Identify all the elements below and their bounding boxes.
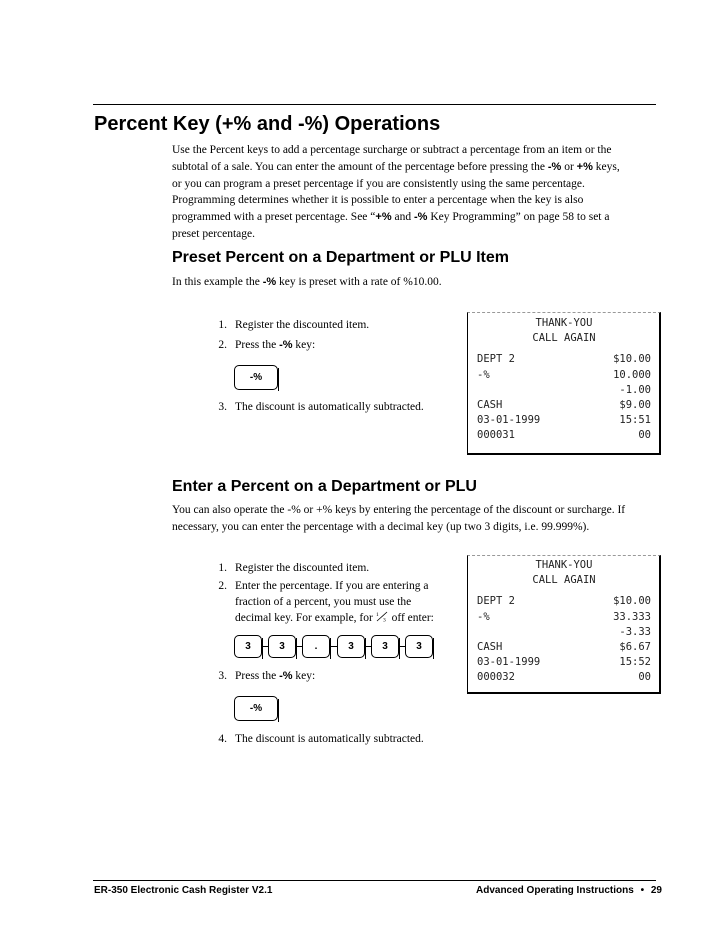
top-rule	[93, 104, 656, 105]
section2-description	[172, 502, 662, 536]
receipt-row	[477, 610, 659, 625]
footer-rule	[93, 880, 656, 881]
digit-3-key: 3	[234, 635, 262, 658]
step-2	[211, 578, 471, 628]
svg-text:1: 1	[375, 612, 379, 618]
receipt-label: CASH	[477, 640, 503, 653]
step-number: 3.	[218, 401, 227, 413]
digit-3-key: 3	[371, 635, 399, 658]
receipt-value: 15:52	[619, 656, 651, 669]
section1-description	[172, 274, 662, 291]
key-ref-plus: +%	[375, 211, 392, 224]
step-text	[235, 578, 445, 626]
intro-text: Key Programming” on page 58 to set a	[427, 211, 610, 224]
receipt-row	[477, 383, 659, 398]
digit-3-key: 3	[405, 635, 433, 658]
receipt-label: DEPT 2	[477, 595, 515, 608]
digit-3-key: 3	[268, 635, 296, 658]
receipt-header: CALL AGAIN	[532, 574, 596, 587]
step-number: 3.	[218, 670, 227, 682]
receipt-row	[477, 670, 659, 685]
receipt-label: 000032	[477, 671, 515, 684]
page-title: Percent Key (+% and -%) Operations	[94, 113, 441, 135]
step-text: Register the discounted item.	[235, 319, 370, 331]
receipt-row	[477, 428, 659, 443]
key-ref-minus: -%	[279, 339, 293, 351]
intro-paragraph	[172, 142, 662, 243]
step-number: 2.	[218, 339, 227, 351]
one-third-fraction-icon	[376, 611, 389, 622]
step-text-part: off enter:	[388, 612, 434, 624]
receipt-label: 000031	[477, 429, 515, 442]
intro-text: and	[391, 211, 414, 224]
receipt-label: -%	[477, 368, 490, 381]
receipt-label: -%	[477, 610, 490, 623]
receipt-label: 03-01-1999	[477, 414, 541, 427]
decimal-key: .	[302, 635, 330, 658]
step-text-part: Press the	[235, 339, 280, 351]
step-text-part: Press the	[235, 670, 280, 682]
svg-text:3: 3	[382, 617, 386, 622]
key-ref-minus: -%	[262, 276, 277, 288]
receipt-row	[477, 655, 659, 670]
step-text: The discount is automatically subtracted.	[235, 401, 424, 413]
receipt-label: 03-01-1999	[477, 656, 541, 669]
footer-right	[476, 885, 662, 896]
step-number: 4.	[218, 733, 227, 745]
intro-line	[172, 209, 662, 226]
step-text-part: key:	[292, 339, 316, 351]
intro-text: or	[561, 160, 577, 173]
step-text-line	[235, 610, 445, 626]
page-number: 29	[650, 885, 662, 896]
receipt-value: -1.00	[619, 383, 651, 396]
receipt-row	[477, 352, 659, 367]
intro-text: keys,	[592, 160, 620, 173]
receipt-value: 00	[638, 671, 651, 684]
receipt-label: CASH	[477, 398, 503, 411]
description-line: You can also operate the -% or +% keys by entering the percentage of the discount or surcharge. If	[172, 504, 626, 516]
receipt-value: 15:51	[619, 414, 651, 427]
step-number: 1.	[218, 319, 227, 331]
footer-bullet: •	[640, 885, 645, 896]
receipt-value: $9.00	[619, 398, 651, 411]
receipt-header: THANK-YOU	[535, 559, 593, 571]
receipt-value: $10.00	[613, 353, 651, 366]
key-ref-minus: -%	[279, 670, 293, 682]
footer-section-title: Advanced Operating Instructions	[475, 885, 634, 896]
step-text-part: key:	[292, 670, 316, 682]
receipt-value: 33.333	[613, 610, 651, 623]
step-text: The discount is automatically subtracted.	[235, 733, 424, 745]
key-ref-minus: -%	[413, 211, 428, 224]
step-3	[211, 668, 471, 684]
step-text-line: Enter the percentage. If you are entering a	[235, 580, 429, 592]
step-number: 1.	[218, 562, 227, 574]
key-ref-plus: +%	[576, 160, 593, 173]
receipt-1	[467, 312, 661, 455]
step-3	[211, 399, 471, 415]
description-line: necessary, you can enter the percentage with a decimal key (up two 3 digits, i.e. 99.999%).	[172, 520, 590, 533]
minus-percent-key: -%	[234, 696, 278, 721]
receipt-row	[477, 640, 659, 655]
footer-left: ER-350 Electronic Cash Register V2.1	[94, 885, 273, 896]
receipt-2	[467, 555, 661, 694]
section2-heading: Enter a Percent on a Department or PLU	[172, 478, 477, 495]
receipt-value: -3.33	[619, 625, 651, 638]
intro-line: preset percentage.	[172, 227, 256, 240]
receipt-value: $10.00	[613, 595, 651, 608]
step-number: 2.	[218, 580, 227, 592]
step-1	[211, 560, 471, 576]
receipt-label: DEPT 2	[477, 353, 515, 366]
section1-heading: Preset Percent on a Department or PLU Item	[172, 249, 509, 266]
receipt-header: CALL AGAIN	[532, 332, 596, 345]
intro-text: subtotal of a sale. You can enter the amount of the percentage before pressing the	[172, 160, 548, 173]
step-text-line: fraction of a percent, you must use the	[235, 596, 412, 608]
receipt-row	[477, 398, 659, 413]
description-text: In this example the	[172, 276, 263, 288]
intro-text: programmed with a preset percentage. See “	[172, 211, 376, 224]
intro-line	[172, 159, 662, 176]
intro-line: Use the Percent keys to add a percentage surcharge or subtract a percentage from an item or the	[172, 144, 612, 156]
receipt-value: 10.000	[613, 368, 651, 381]
intro-line: or you can program a preset percentage if you are consistently using the same percentage.	[172, 177, 585, 190]
receipt-row	[477, 413, 659, 428]
minus-percent-key: -%	[234, 365, 278, 390]
step-text	[235, 668, 445, 684]
description-text: key is preset with a rate of %10.00.	[276, 276, 442, 288]
receipt-header: THANK-YOU	[535, 317, 593, 329]
step-text	[235, 337, 445, 353]
step-text: Register the discounted item.	[235, 562, 370, 574]
receipt-row	[477, 594, 659, 609]
receipt-row	[477, 368, 659, 383]
receipt-value: 00	[638, 429, 651, 442]
key-ref-minus: -%	[547, 160, 562, 173]
step-4	[211, 731, 471, 747]
digit-3-key: 3	[337, 635, 365, 658]
receipt-value: $6.67	[619, 640, 651, 653]
receipt-row	[477, 625, 659, 640]
step-1	[211, 317, 471, 333]
step-text-part: decimal key. For example, for	[235, 612, 376, 624]
intro-line: Programming determines whether it is possible to enter a percentage when the key is also	[172, 194, 584, 207]
step-2	[211, 337, 471, 353]
